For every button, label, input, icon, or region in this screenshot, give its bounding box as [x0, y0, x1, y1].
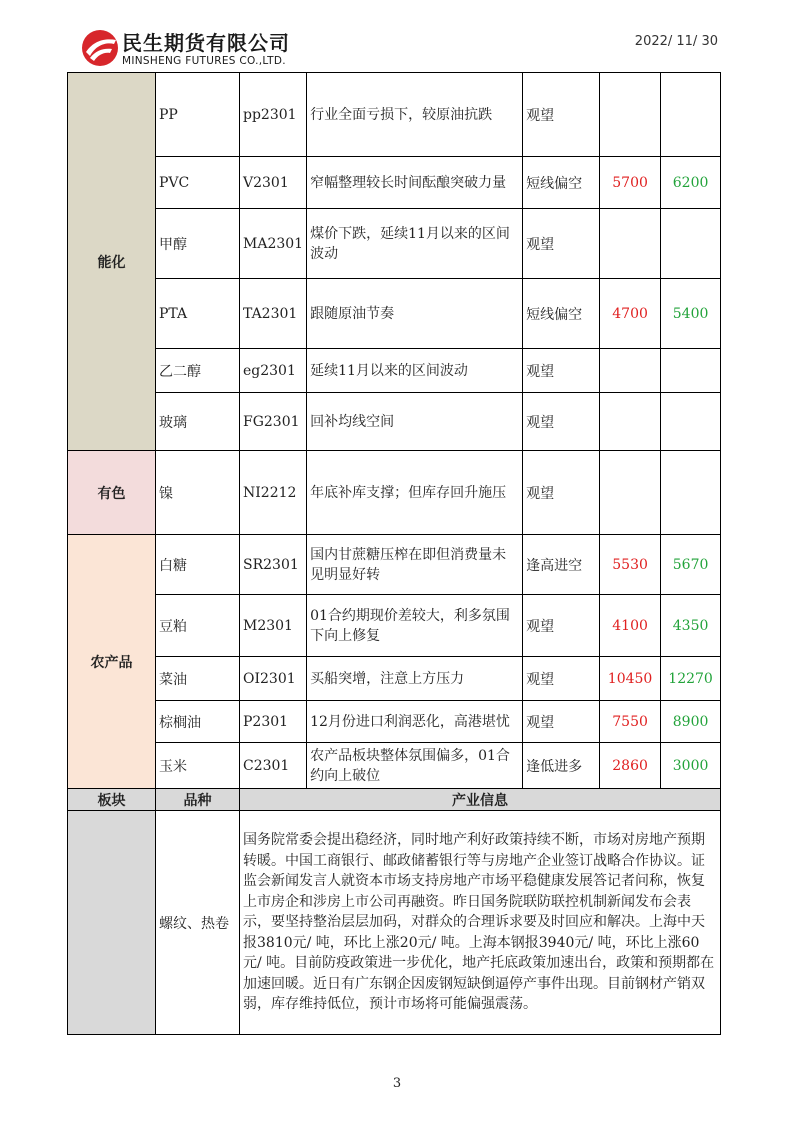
industry-row — [68, 811, 721, 1035]
support-level: 7550 — [600, 701, 661, 743]
view: 观望 — [523, 657, 600, 701]
resistance-level: 5400 — [661, 279, 721, 349]
analysis-text: 12月份进口利润恶化，高港堪忧 — [307, 701, 523, 743]
contract-code: NI2212 — [240, 451, 307, 535]
industry-header-row — [68, 789, 721, 811]
resistance-level — [661, 349, 721, 393]
analysis-text: 01合约期现价差较大，利多氛围下向上修复 — [307, 595, 523, 657]
resistance-level: 5670 — [661, 535, 721, 595]
contract-code: OI2301 — [240, 657, 307, 701]
support-level: 4100 — [600, 595, 661, 657]
industry-sector-cell — [68, 811, 156, 1035]
industry-text: 国务院常委会提出稳经济，同时地产利好政策持续不断，市场对房地产预期转暖。中国工商银行、邮政储蓄银行等与房地产企业签订战略合作协议。证监会新闻发言人就资本市场支持房地产市场平稳健康发展答记者问称，恢复上市房企和涉房上市公司再融资。昨日国务院联防联控机制新闻发布会表示，要坚持整治层层加码，对群众的合理诉求要及时回应和解决。上海中天报3810元/ 吨，环比上涨20元/ 吨。上海本钢报3940元/ 吨，环比上涨60元/ 吨。目前防疫政策进一步优化，地产托底政策加速出台，政策和预期都在加速回暖。近日有广东钢企因废钢短缺倒逼停产事件出现。目前钢材产销双弱，库存维持低位，预计市场将可能偏强震荡。 — [240, 811, 721, 1035]
view: 观望 — [523, 393, 600, 451]
contract-code: P2301 — [240, 701, 307, 743]
contract-code: SR2301 — [240, 535, 307, 595]
product-name: 玻璃 — [156, 393, 240, 451]
product-name: PVC — [156, 157, 240, 209]
table-row — [68, 595, 721, 657]
resistance-level: 4350 — [661, 595, 721, 657]
contract-code: TA2301 — [240, 279, 307, 349]
support-level: 10450 — [600, 657, 661, 701]
contract-code: V2301 — [240, 157, 307, 209]
support-level — [600, 393, 661, 451]
product-name: 白糖 — [156, 535, 240, 595]
table-row — [68, 209, 721, 279]
analysis-text: 窄幅整理较长时间酝酿突破力量 — [307, 157, 523, 209]
contract-code: M2301 — [240, 595, 307, 657]
support-level: 5700 — [600, 157, 661, 209]
view: 观望 — [523, 451, 600, 535]
analysis-text: 煤价下跌，延续11月以来的区间波动 — [307, 209, 523, 279]
resistance-level: 6200 — [661, 157, 721, 209]
contract-code: MA2301 — [240, 209, 307, 279]
contract-code: pp2301 — [240, 73, 307, 157]
view: 观望 — [523, 595, 600, 657]
view: 短线偏空 — [523, 157, 600, 209]
view: 观望 — [523, 701, 600, 743]
contract-code: C2301 — [240, 743, 307, 789]
product-name: 豆粕 — [156, 595, 240, 657]
analysis-text: 跟随原油节奏 — [307, 279, 523, 349]
product-name: 棕榈油 — [156, 701, 240, 743]
header-product: 品种 — [156, 789, 240, 811]
support-level — [600, 209, 661, 279]
sector-energy: 能化 — [68, 73, 156, 451]
contract-code: eg2301 — [240, 349, 307, 393]
sector-agri: 农产品 — [68, 535, 156, 789]
analysis-text: 年底补库支撑；但库存回升施压 — [307, 451, 523, 535]
support-level: 5530 — [600, 535, 661, 595]
analysis-text: 农产品板块整体氛围偏多，01合约向上破位 — [307, 743, 523, 789]
table-row — [68, 535, 721, 595]
minsheng-logo-icon — [80, 28, 120, 68]
support-level — [600, 73, 661, 157]
product-name: 菜油 — [156, 657, 240, 701]
page-header — [0, 0, 794, 72]
resistance-level — [661, 73, 721, 157]
report-date: 2022/ 11/ 30 — [634, 34, 718, 49]
resistance-level — [661, 209, 721, 279]
table-row — [68, 393, 721, 451]
strategy-table — [67, 72, 721, 1035]
sector-metal: 有色 — [68, 451, 156, 535]
view: 观望 — [523, 73, 600, 157]
contract-code: FG2301 — [240, 393, 307, 451]
product-name: 甲醇 — [156, 209, 240, 279]
table-row — [68, 451, 721, 535]
analysis-text: 国内甘蔗糖压榨在即但消费量未见明显好转 — [307, 535, 523, 595]
analysis-text: 回补均线空间 — [307, 393, 523, 451]
table-row — [68, 73, 721, 157]
table-row — [68, 157, 721, 209]
resistance-level: 8900 — [661, 701, 721, 743]
analysis-text: 延续11月以来的区间波动 — [307, 349, 523, 393]
analysis-text: 买船突增，注意上方压力 — [307, 657, 523, 701]
support-level: 2860 — [600, 743, 661, 789]
industry-product: 螺纹、热卷 — [156, 811, 240, 1035]
brand-name-cn: 民生期货有限公司 — [122, 31, 290, 55]
view: 观望 — [523, 349, 600, 393]
resistance-level — [661, 451, 721, 535]
resistance-level — [661, 393, 721, 451]
table-row — [68, 743, 721, 789]
table-row — [68, 701, 721, 743]
product-name: PP — [156, 73, 240, 157]
view: 观望 — [523, 209, 600, 279]
header-industry-info: 产业信息 — [240, 789, 721, 811]
view: 逢低进多 — [523, 743, 600, 789]
table-row — [68, 349, 721, 393]
table-row — [68, 279, 721, 349]
analysis-text: 行业全面亏损下，较原油抗跌 — [307, 73, 523, 157]
product-name: 镍 — [156, 451, 240, 535]
product-name: 玉米 — [156, 743, 240, 789]
page-number: 3 — [392, 1076, 402, 1091]
resistance-level: 3000 — [661, 743, 721, 789]
support-level — [600, 349, 661, 393]
product-name: PTA — [156, 279, 240, 349]
table-row — [68, 657, 721, 701]
view: 逢高进空 — [523, 535, 600, 595]
brand-name-en: MINSHENG FUTURES CO.,LTD. — [122, 55, 286, 67]
resistance-level: 12270 — [661, 657, 721, 701]
support-level — [600, 451, 661, 535]
product-name: 乙二醇 — [156, 349, 240, 393]
support-level: 4700 — [600, 279, 661, 349]
header-sector: 板块 — [68, 789, 156, 811]
view: 短线偏空 — [523, 279, 600, 349]
